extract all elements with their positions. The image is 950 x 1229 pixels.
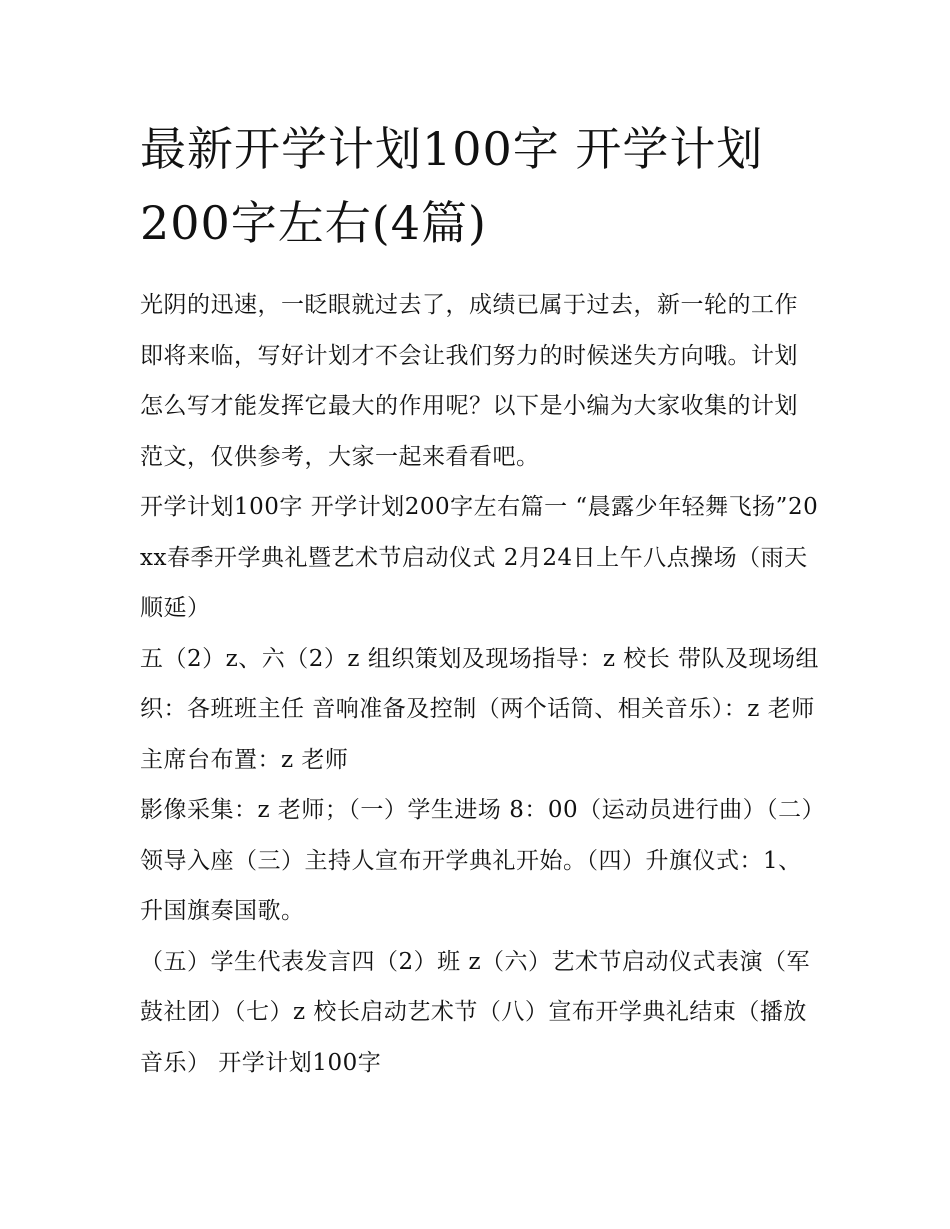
page-title: 最新开学计划100字 开学计划200字左右(4篇) bbox=[140, 122, 764, 250]
paragraph-program: （五）学生代表发言四（2）班 z（六）艺术节启动仪式表演（军鼓社团）（七）z 校长启动艺术节（八）宣布开学典礼结束（播放音乐） 开学计划100字 bbox=[140, 948, 811, 1076]
paragraph-plan-one: 开学计划100字 开学计划200字左右篇一 “晨露少年轻舞飞扬”20xx春季开学典礼暨艺术节启动仪式 2月24日上午八点操场（雨天顺延） bbox=[140, 494, 819, 621]
document-body bbox=[140, 280, 820, 1088]
paragraph-organization: 五（2）z、六（2）z 组织策划及现场指导：z 校长 带队及现场组织：各班班主任 音响准备及控制（两个话筒、相关音乐）：z 老师 主席台布置：z 老师 bbox=[140, 645, 820, 773]
paragraph-schedule: 影像采集：z 老师；（一）学生进场 8：00（运动员进行曲）（二）领导入座（三）主持人宣布开学典礼开始。（四）升旗仪式：1、升国旗奏国歌。 bbox=[140, 797, 814, 924]
paragraph-intro: 光阴的迅速，一眨眼就过去了，成绩已属于过去，新一轮的工作即将来临，写好计划才不会让我们努力的时候迷失方向哦。计划怎么写才能发挥它最大的作用呢？以下是小编为大家收集的计划范文，仅供参考，大家一起来看看吧。 bbox=[140, 292, 798, 470]
